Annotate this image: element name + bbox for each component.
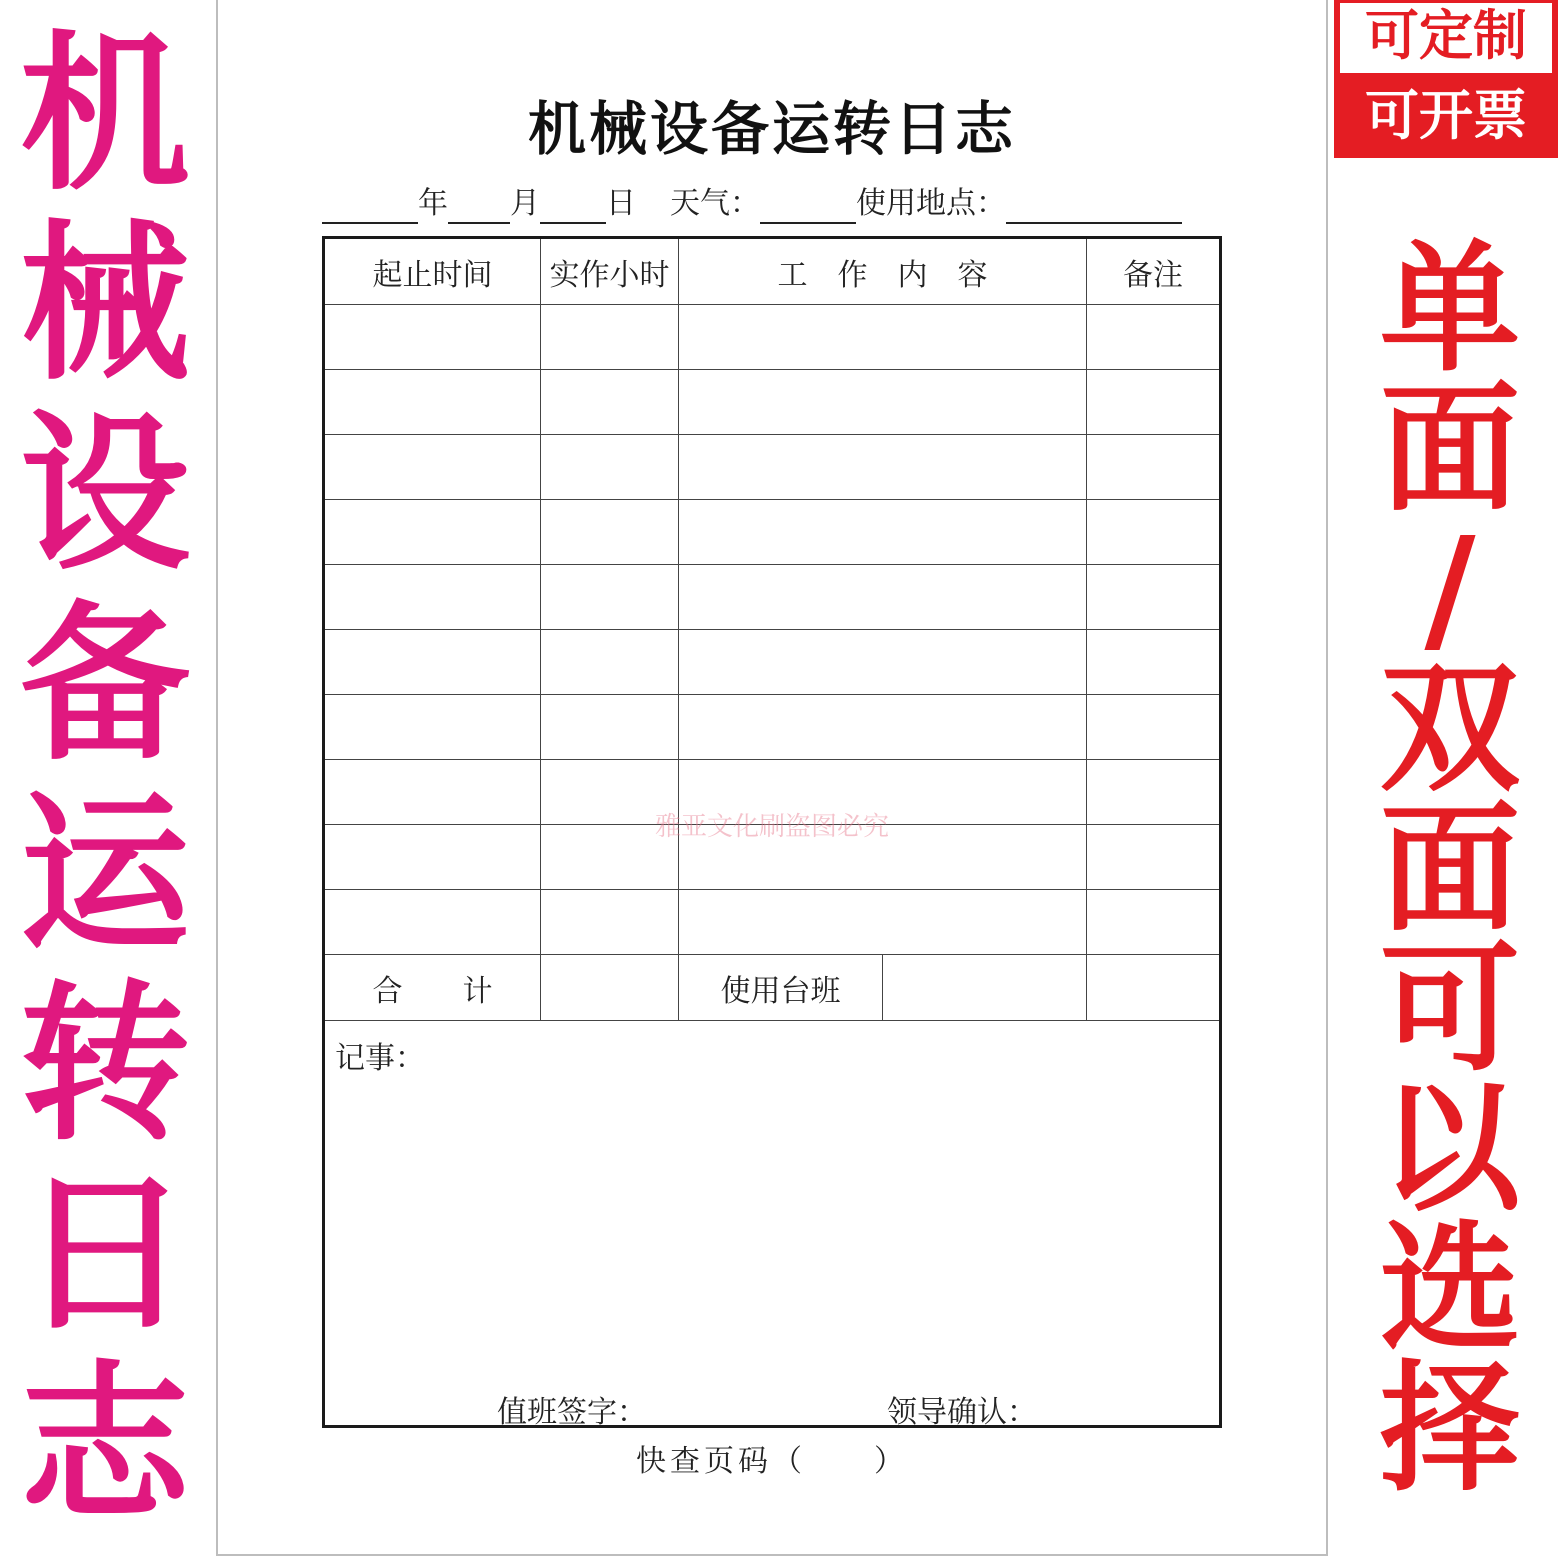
total-label: 合 计 xyxy=(325,955,541,1020)
badge-customizable: 可定制 xyxy=(1340,3,1552,73)
right-banner-char: 择 xyxy=(1379,1348,1520,1511)
month-label: 月 xyxy=(510,186,540,221)
table-cell[interactable] xyxy=(679,370,1087,434)
table-row xyxy=(325,500,1219,565)
leader-confirm-label: 领导确认： xyxy=(887,1395,1037,1430)
duty-sign-label: 值班签字： xyxy=(497,1395,647,1430)
badge-invoice: 可开票 xyxy=(1365,84,1527,147)
table-cell[interactable] xyxy=(1087,695,1219,759)
table-cell[interactable] xyxy=(679,305,1087,369)
table-total-row xyxy=(325,955,1219,1021)
left-banner-char: 转 xyxy=(19,966,190,1164)
shift-value-cell[interactable] xyxy=(883,955,1087,1020)
header-cell-remark: 备注 xyxy=(1123,257,1183,293)
left-banner-char: 机 xyxy=(19,16,190,214)
table-cell[interactable] xyxy=(541,565,679,629)
table-row xyxy=(325,370,1219,435)
right-banner-char: / xyxy=(1424,508,1476,671)
table-cell[interactable] xyxy=(325,435,541,499)
header-cell-time: 起止时间 xyxy=(325,239,541,304)
table-cell[interactable] xyxy=(1087,500,1219,564)
table-cell[interactable] xyxy=(679,890,1087,954)
left-banner-char: 志 xyxy=(19,1346,190,1544)
table-cell[interactable] xyxy=(541,890,679,954)
info-line xyxy=(322,180,1222,224)
table-cell[interactable] xyxy=(325,890,541,954)
right-banner-char: 双 xyxy=(1379,648,1520,811)
table-cell[interactable] xyxy=(541,435,679,499)
location-blank[interactable] xyxy=(1006,184,1182,224)
weather-blank[interactable] xyxy=(760,184,856,224)
right-banner xyxy=(1360,228,1540,1511)
left-banner-char: 备 xyxy=(19,586,190,784)
weather-label: 天气： xyxy=(670,186,760,221)
document-title: 机械设备运转日志 xyxy=(527,95,1016,163)
table-cell[interactable] xyxy=(1087,370,1219,434)
custom-badge xyxy=(1334,0,1558,158)
table-cell[interactable] xyxy=(1087,630,1219,694)
table-cell[interactable] xyxy=(325,305,541,369)
table-cell[interactable] xyxy=(679,435,1087,499)
table-row xyxy=(325,630,1219,695)
table-cell[interactable] xyxy=(541,370,679,434)
table-row xyxy=(325,435,1219,500)
header-cell-content: 工 作 内 容 xyxy=(679,239,1087,304)
left-banner-char: 械 xyxy=(19,206,190,404)
table-cell[interactable] xyxy=(541,305,679,369)
table-cell[interactable] xyxy=(679,630,1087,694)
table-cell[interactable] xyxy=(679,565,1087,629)
table-cell[interactable] xyxy=(541,695,679,759)
header-cell-hours: 实作小时 xyxy=(541,239,679,304)
table-cell[interactable] xyxy=(1087,435,1219,499)
year-label: 年 xyxy=(418,186,448,221)
table-row xyxy=(325,565,1219,630)
total-remark-cell[interactable] xyxy=(1087,955,1219,1020)
watermark: 雅亚文化刷盗图必究 xyxy=(654,812,889,842)
left-banner-char: 日 xyxy=(19,1156,190,1354)
table-cell[interactable] xyxy=(541,630,679,694)
table-cell[interactable] xyxy=(679,695,1087,759)
page-code: 快查页码（ ） xyxy=(636,1444,908,1479)
table-cell[interactable] xyxy=(325,695,541,759)
table-cell[interactable] xyxy=(325,565,541,629)
table-cell[interactable] xyxy=(1087,305,1219,369)
table-cell[interactable] xyxy=(1087,565,1219,629)
table-row xyxy=(325,890,1219,955)
total-hours-cell[interactable] xyxy=(541,955,679,1020)
right-banner-char: 可 xyxy=(1379,928,1520,1091)
left-banner xyxy=(10,16,200,1544)
day-blank[interactable] xyxy=(540,184,606,224)
table-row xyxy=(325,305,1219,370)
table-cell[interactable] xyxy=(1087,890,1219,954)
notes-label: 记事： xyxy=(335,1041,425,1076)
table-cell[interactable] xyxy=(325,500,541,564)
table-cell[interactable] xyxy=(541,500,679,564)
table-cell[interactable] xyxy=(325,370,541,434)
table-cell[interactable] xyxy=(679,500,1087,564)
left-banner-char: 运 xyxy=(19,776,190,974)
right-banner-char: 面 xyxy=(1379,368,1520,531)
day-label: 日 xyxy=(606,186,636,221)
right-banner-char: 以 xyxy=(1379,1068,1520,1231)
location-label: 使用地点： xyxy=(856,186,1006,221)
left-banner-char: 设 xyxy=(19,396,190,594)
right-banner-char: 单 xyxy=(1379,228,1520,391)
right-banner-char: 选 xyxy=(1379,1208,1520,1371)
month-blank[interactable] xyxy=(448,184,510,224)
table-header-row xyxy=(325,239,1219,305)
year-blank[interactable] xyxy=(322,184,418,224)
table-row xyxy=(325,695,1219,760)
table-cell[interactable] xyxy=(325,630,541,694)
shift-label: 使用台班 xyxy=(679,955,883,1020)
right-banner-char: 面 xyxy=(1379,788,1520,951)
